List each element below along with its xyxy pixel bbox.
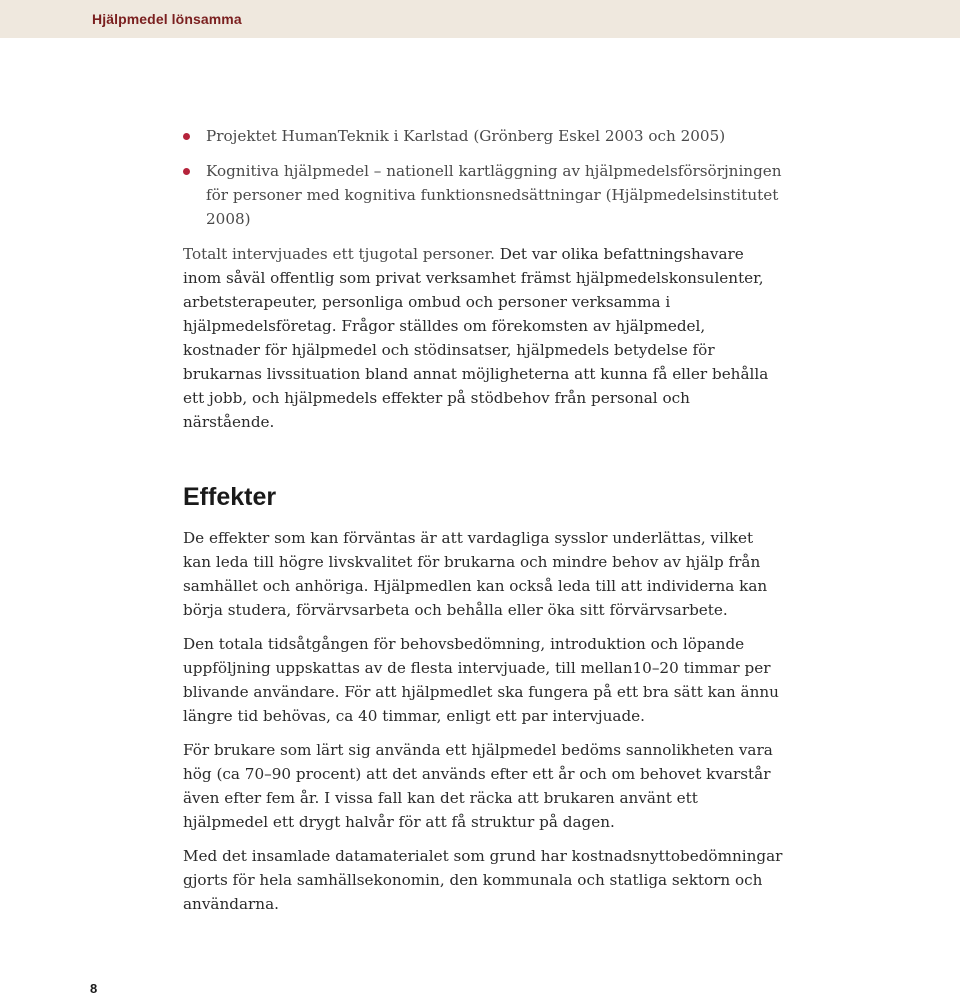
- body-paragraph: De effekter som kan förväntas är att vardagliga sysslor underlättas, vilket kan leda till högre livskvalitet för brukarna och mindre behov av hjälp från samhället och anhöriga. Hjälpmedlen kan också leda till att individerna kan börja studera, förvärvsarbeta och behålla eller öka sitt förvärvsarbete.: [183, 529, 768, 619]
- reference-item: [183, 159, 783, 231]
- main-content: [183, 124, 783, 926]
- intro-lead: Totalt intervjuades ett tjugotal personer.: [183, 245, 495, 263]
- section-heading: Effekter: [183, 483, 277, 511]
- body-paragraph: Den totala tidsåtgången för behovsbedömning, introduktion och löpande uppföljning uppskattas av de flesta intervjuade, till mellan10–20 timmar per blivande användare. För att hjälpmedlet ska fungera på ett bra sätt kan ännu längre tid behövas, ca 40 timmar, enligt ett par intervjuade.: [183, 635, 779, 725]
- bullet-icon: [183, 133, 190, 140]
- page-number: 8: [90, 981, 98, 996]
- reference-text: Kognitiva hjälpmedel – nationell kartläggning av hjälpmedelsförsörjningen för personer med kognitiva funktionsnedsättningar (Hjälpmedelsinstitutet 2008): [206, 162, 782, 228]
- bullet-icon: [183, 168, 190, 175]
- intro-paragraph: [183, 242, 783, 434]
- body-paragraph: Med det insamlade datamaterialet som grund har kostnadsnyttobedömningar gjorts för hela samhällsekonomin, den kommunala och statliga sektorn och användarna.: [183, 847, 783, 913]
- reference-text: Projektet HumanTeknik i Karlstad (Grönberg Eskel 2003 och 2005): [206, 127, 726, 145]
- body-paragraph: För brukare som lärt sig använda ett hjälpmedel bedöms sannolikheten vara hög (ca 70–90 procent) att det används efter ett år och om behovet kvarstår även efter fem år. I vissa fall kan det räcka att brukaren använt ett hjälpmedel ett drygt halvår för att få struktur på dagen.: [183, 741, 773, 831]
- reference-list: [183, 124, 783, 231]
- reference-item: [183, 124, 783, 148]
- running-header-title: Hjälpmedel lönsamma: [92, 11, 242, 27]
- intro-rest: Det var olika befattningshavare inom såväl offentlig som privat verksamhet främst hjälpmedelskonsulenter, arbetsterapeuter, personliga ombud och personer verksamma i hjälpmedelsföretag. Frågor ställdes om förekomsten av hjälpmedel, kostnader för hjälpmedel och stödinsatser, hjälpmedels betydelse för brukarnas livssituation bland annat möjligheterna att kunna få eller behålla ett jobb, och hjälpmedels effekter på stödbehov från personal och närstående.: [183, 245, 769, 431]
